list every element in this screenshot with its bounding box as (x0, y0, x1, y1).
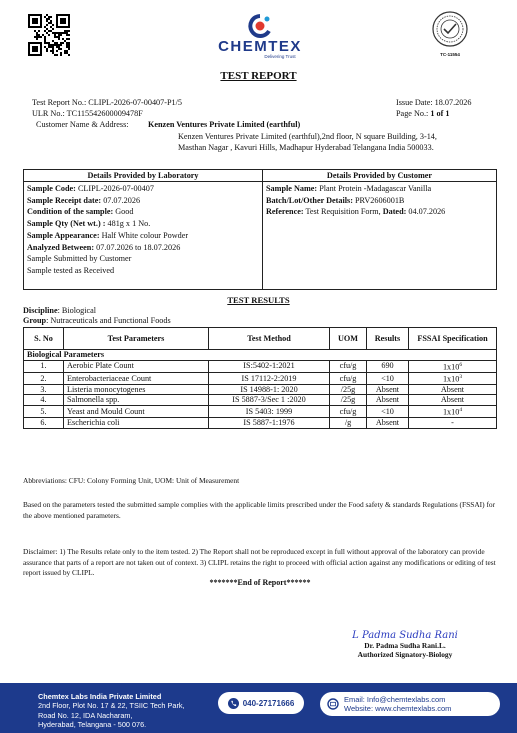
batch-details: PRV2606001B (355, 195, 405, 205)
footer (0, 683, 517, 733)
brand-name: CHEMTEX (218, 38, 302, 55)
col-parameter: Test Parameters (64, 328, 209, 350)
result-row (24, 405, 497, 417)
result-method: IS 5403: 1999 (209, 405, 330, 417)
test-results-heading: TEST RESULTS (227, 295, 290, 305)
analyzed-between: 07.07.2026 to 18.07.2026 (96, 242, 181, 252)
result-fssai-spec: $1x10^4$ (409, 405, 497, 417)
tested-note: Sample tested as Received (27, 265, 115, 275)
group-row: Biological Parameters (24, 350, 497, 361)
signatory-block (330, 630, 480, 659)
result-row (24, 384, 497, 395)
sample-name: Plant Protein -Madagascar Vanilla (319, 184, 432, 193)
sample-appearance: Half White colour Powder (101, 230, 189, 240)
result-row (24, 360, 497, 372)
result-sno: 1. (24, 360, 64, 372)
result-value: <10 (367, 372, 409, 384)
result-method: IS 17112-2:2019 (209, 372, 330, 384)
result-uom: cfu/g (330, 405, 367, 417)
sample-code: CLIPL-2026-07-00407 (77, 184, 154, 193)
result-sno: 4. (24, 395, 64, 406)
col-results: Results (367, 328, 409, 350)
result-sno: 3. (24, 384, 64, 395)
footer-address-line1: 2nd Floor, Plot No. 17 & 22, TSIIC Tech Park, (38, 701, 185, 711)
lab-details-heading: Details Provided by Laboratory (24, 170, 263, 182)
result-fssai-spec: Absent (409, 384, 497, 395)
result-value: <10 (367, 405, 409, 417)
chemtex-logo-icon (247, 14, 273, 38)
seal-code: TC-11554 (440, 52, 460, 57)
col-uom: UOM (330, 328, 367, 350)
result-parameter: Enterobacteriaceae Count (64, 372, 209, 384)
result-row (24, 372, 497, 384)
customer-label: Customer Name & Address: (36, 120, 129, 129)
page-number: Page No.: 1 of 1 (396, 109, 450, 118)
disclaimer: Disclaimer: 1) The Results relate only to the item tested. 2) The Report shall not be reproduced except in full without approval of the laboratory can provide assurance that parts of a report are not taken out of context. 3) CLIPL retains the right to proceed with official action against any modifications or editing of test report issued by CLIPL. (23, 547, 496, 577)
result-uom: /25g (330, 384, 367, 395)
signatory-role: Authorized Signatory-Biology (357, 650, 453, 659)
sample-qty: 481g x 1 No. (107, 219, 151, 229)
result-fssai-spec: $1x10^6$ (409, 360, 497, 372)
result-uom: /25g (330, 395, 367, 406)
contact-pill[interactable] (320, 692, 500, 716)
result-parameter: Salmonella spp. (64, 395, 209, 406)
footer-address-line2: Road No. 12, IDA Nacharam, (38, 710, 133, 720)
result-uom: cfu/g (330, 372, 367, 384)
phone-icon (228, 698, 239, 709)
customer-details-cell: Sample Name: Plant Protein -Madagascar Vanilla Batch/Lot/Other Details: PRV2606001B Reference: Test Requisition Form, Dated: 04.07.2026 (263, 182, 497, 290)
result-value: 690 (367, 360, 409, 372)
col-fssai-spec: FSSAI Specification (409, 328, 497, 350)
phone-number: 040-27171666 (242, 698, 295, 708)
signature: L Padma Sudha Rani (352, 630, 458, 641)
page-title: TEST REPORT (220, 70, 297, 82)
phone-pill[interactable] (218, 692, 304, 714)
results-table (23, 327, 497, 429)
result-fssai-spec: - (409, 418, 497, 429)
col-method: Test Method (209, 328, 330, 350)
footer-address-line3: Hyderabad, Telangana - 500 076. (38, 719, 147, 729)
signatory-name: Dr. Padma Sudha Rani.L. (364, 641, 446, 650)
col-sno: S. No (24, 328, 64, 350)
qr-code (28, 14, 70, 56)
result-sno: 5. (24, 405, 64, 417)
result-parameter: Listeria monocytogenes (64, 384, 209, 395)
sample-condition: Good (115, 207, 134, 217)
issue-date: Issue Date: 18.07.2026 (396, 98, 472, 107)
result-row (24, 395, 497, 406)
result-parameter: Escherichia coli (64, 418, 209, 429)
customer-address-line1: Kenzen Ventures Private Limited (earthful),2nd floor, N square Building, 3-14, (178, 132, 437, 141)
reference: Test Requisition Form, (305, 207, 383, 217)
brand-tagline: Delivering Trust (264, 54, 296, 59)
result-value: Absent (367, 395, 409, 406)
abbreviations: Abbreviations: CFU: Colony Forming Unit, UOM: Unit of Measurement (23, 476, 240, 485)
result-method: IS 14988-1: 2020 (209, 384, 330, 395)
result-method: IS:5402-1:2021 (209, 360, 330, 372)
result-sno: 2. (24, 372, 64, 384)
result-fssai-spec: $1x10^3$ (409, 372, 497, 384)
accreditation-seal-icon (431, 10, 469, 48)
result-row (24, 418, 497, 429)
customer-name: Kenzen Ventures Private Limited (earthful) (148, 120, 301, 129)
result-uom: cfu/g (330, 360, 367, 372)
details-table (23, 169, 497, 290)
reference-date: 04.07.2026 (408, 207, 446, 217)
discipline: Discipline: Biological (23, 306, 97, 315)
receipt-date: 07.07.2026 (103, 195, 141, 205)
contact-email[interactable]: Email: Info@chemtexlabs.com (344, 695, 446, 704)
submitted-note: Sample Submitted by Customer (27, 254, 132, 264)
customer-details-heading: Details Provided by Customer (263, 170, 497, 182)
result-value: Absent (367, 418, 409, 429)
result-value: Absent (367, 384, 409, 395)
compliance-statement: Based on the parameters tested the submitted sample complies with the applicable limits prescribed under the Food safety & standards Regulations (FSSAI) for the above mentioned parameters. (23, 500, 496, 520)
group: Group: Nutraceuticals and Functional Foods (23, 316, 171, 325)
footer-company: Chemtex Labs India Private Limited (38, 692, 162, 701)
ulr-number: ULR No.: TC115542600009478F (32, 109, 143, 118)
result-parameter: Yeast and Mould Count (64, 405, 209, 417)
result-method: IS 5887-3/Sec 1 :2020 (209, 395, 330, 406)
end-of-report: *******End of Report****** (209, 578, 311, 587)
result-fssai-spec: Absent (409, 395, 497, 406)
lab-details-cell: Sample Code: CLIPL-2026-07-00407 Sample Receipt date: 07.07.2026 Condition of the sample: Good Sample Qty (Net wt.) : 481g x 1 No. Sample Appearance: Half White colour Powder Analyzed Between: 07.07.2026 to 18.07.2026 Sample Submitted by Customer Sample tested as Received (24, 182, 263, 290)
result-sno: 6. (24, 418, 64, 429)
customer-address-line2: Masthan Nagar , Kavuri Hills, Madhapur Hyderabad Telangana India 500033. (178, 143, 434, 152)
result-uom: /g (330, 418, 367, 429)
contact-website[interactable]: Website: www.chemtexlabs.com (344, 704, 452, 713)
email-icon (327, 698, 339, 710)
footer-address (38, 692, 185, 729)
chemtex-logo (206, 14, 314, 68)
result-method: IS 5887-1:1976 (209, 418, 330, 429)
report-number: Test Report No.: CLIPL-2026-07-00407-P1/5 (32, 98, 182, 107)
result-parameter: Aerobic Plate Count (64, 360, 209, 372)
accreditation-seal (427, 10, 473, 70)
